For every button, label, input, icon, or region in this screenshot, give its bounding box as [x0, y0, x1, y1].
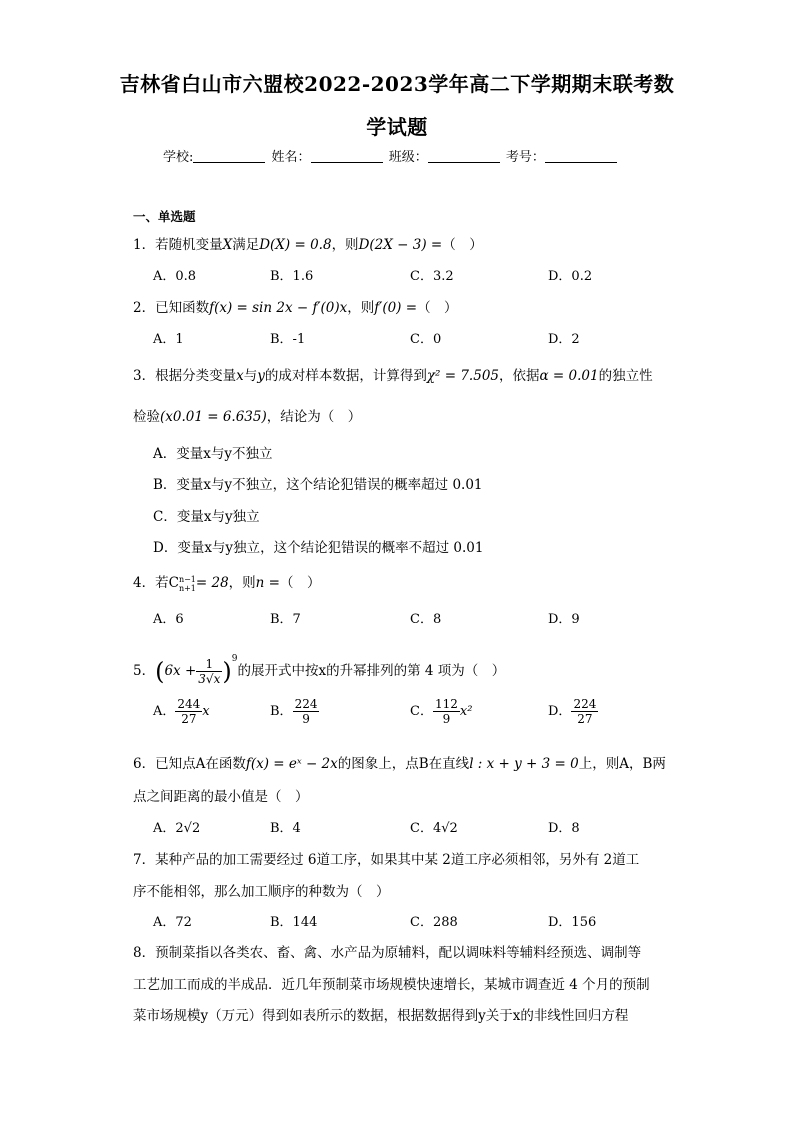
question-6-options [153, 817, 713, 837]
question-6-line-1 [133, 752, 666, 772]
question-1-options [153, 265, 713, 285]
math-expr: l : x + y + 3 = 0 [469, 756, 579, 772]
question-text: 的图象上，点B在直线 [337, 756, 470, 772]
question-text: 已知点A在函数 [155, 756, 246, 772]
option-b: B．7 [270, 612, 301, 627]
question-1 [133, 233, 483, 253]
option-b: B．144 [270, 915, 318, 930]
question-text: 与 [243, 368, 258, 384]
option-a: A．变量x与y不独立 [153, 446, 273, 462]
question-7-line-2: 序不能相邻，那么加工顺序的种数为（ ） [133, 884, 390, 900]
question-7-line-1 [133, 848, 639, 868]
math-expr: D(2X − 3) = [358, 237, 443, 253]
option-a: A．0.8 [153, 269, 197, 284]
option-c: C．288 [410, 915, 458, 930]
math-expr: α = 0.01 [539, 368, 599, 384]
math-expr: D(X) = 0.8 [259, 237, 332, 253]
question-text: 已知函数 [155, 300, 210, 316]
math-paren: ( [155, 657, 165, 686]
question-text: 的成对样本数据，计算得到 [264, 368, 427, 384]
math-expr: f(x) = eˣ − 2x [245, 756, 338, 772]
question-2 [133, 296, 458, 316]
math-sup: n−1 [178, 574, 196, 584]
option-d: D．0.2 [548, 269, 593, 284]
option-d: D．9 [548, 612, 580, 627]
question-number: 3． [133, 368, 156, 384]
class-blank [428, 150, 500, 163]
question-text: 若 [155, 575, 169, 591]
question-text: （ ） [442, 237, 483, 253]
question-text: 根据分类变量 [155, 368, 237, 384]
option-b: B．变量x与y不独立，这个结论犯错误的概率超过 0.01 [153, 477, 483, 493]
fraction-numerator: 1 [196, 657, 222, 672]
class-label: 班级： [388, 150, 428, 165]
question-text: ，则 [331, 237, 359, 253]
question-text: 某种产品的加工需要经过 6道工序，如果其中某 2道工序必须相邻，另外有 2道工 [155, 852, 640, 868]
school-label: 学校: [163, 150, 194, 165]
school-blank [193, 150, 265, 163]
option-c: C．0 [410, 332, 442, 347]
question-number: 6． [133, 756, 156, 772]
question-8-line-1 [133, 941, 641, 961]
option-b: B．4 [270, 821, 301, 836]
question-number: 1． [133, 237, 156, 253]
student-info-row [163, 146, 619, 165]
question-text: 若随机变量 [155, 237, 223, 253]
question-text: ，则 [347, 300, 375, 316]
question-8-line-3: 菜市场规模y（万元）得到如表所示的数据，根据数据得到y关于x的非线性回归方程 [133, 1008, 629, 1024]
math-var: y [257, 368, 265, 384]
option-c: C．4√2 [410, 821, 458, 836]
question-number: 4． [133, 575, 156, 591]
option-c: C．变量x与y独立 [153, 509, 260, 525]
option-a: A．2√2 [153, 821, 201, 836]
option-a: A．1 [153, 332, 184, 347]
question-8-line-2: 工艺加工而成的半成品．近几年预制菜市场规模快速增长，某城市调查近 4 个月的预制 [133, 977, 650, 993]
option-a: A． $\frac{244}{27}$ x [153, 697, 210, 726]
question-6-line-2: 点之间距离的最小值是（ ） [133, 789, 309, 805]
option-d: D．变量x与y独立，这个结论犯错误的概率不超过 0.01 [153, 540, 484, 556]
question-text: （ ） [417, 300, 458, 316]
question-5 [133, 645, 505, 686]
question-text: 预制菜指以各类农、畜、禽、水产品为原辅料，配以调味料等辅料经预选、调制等 [155, 945, 642, 961]
section-title: 一、单选题 [133, 209, 196, 224]
question-number: 2． [133, 300, 156, 316]
question-text: ，结论为（ ） [266, 409, 362, 425]
math-expr: f′(0) = [374, 300, 418, 316]
math-expr: n = [255, 575, 280, 591]
math-expr: C [168, 575, 179, 591]
question-text: 上，则A，B两 [578, 756, 666, 772]
question-text: 的展开式中按x的升幂排列的第 4 项为（ ） [237, 663, 506, 679]
option-b: B．-1 [270, 332, 306, 347]
question-number: 5． [133, 663, 156, 679]
question-text: 满足 [232, 237, 260, 253]
option-c: C．8 [410, 612, 442, 627]
option-b: B．1.6 [270, 269, 314, 284]
math-var: x [236, 368, 244, 384]
option-c: C． $\frac{112}{9}$ x² [410, 697, 473, 726]
math-sub: n+1 [178, 583, 196, 593]
option-d: D．8 [548, 821, 580, 836]
question-text: ，则 [228, 575, 256, 591]
question-text: 检验 [133, 409, 160, 425]
math-expr: = 28 [195, 575, 229, 591]
number-blank [545, 150, 617, 163]
question-3-line-1 [133, 364, 653, 384]
math-paren: ) [222, 657, 232, 686]
math-expr: f(x) = sin 2x − f′(0)x [209, 300, 348, 316]
question-text: ，依据 [499, 368, 540, 384]
number-label: 考号： [505, 150, 545, 165]
option-b: B． $\frac{224}{9}$ [270, 697, 318, 726]
page-title-line1: 吉林省白山市六盟校2022-2023学年高二下学期期末联考数 [119, 72, 675, 96]
question-number: 8． [133, 945, 156, 961]
question-7-options [153, 911, 713, 931]
fraction-denominator: 3√x [198, 672, 221, 686]
question-4-options [153, 608, 713, 628]
question-number: 7． [133, 852, 156, 868]
option-d: D． $\frac{224}{27}$ [548, 697, 597, 726]
question-3-line-2 [133, 405, 361, 425]
math-exponent: 9 [231, 654, 238, 664]
option-d: D．156 [548, 915, 597, 930]
question-text: （ ） [279, 575, 321, 591]
option-a: A．6 [153, 612, 184, 627]
option-a: A．72 [153, 915, 192, 930]
math-var: X [222, 237, 233, 253]
question-text: 的独立性 [598, 368, 653, 384]
question-2-options [153, 328, 713, 348]
question-4 [133, 571, 320, 593]
page-title-line2: 学试题 [366, 115, 428, 139]
name-label: 姓名： [271, 150, 311, 165]
option-d: D．2 [548, 332, 580, 347]
math-expr: 6x + [164, 663, 197, 679]
name-blank [311, 150, 383, 163]
math-expr: (x0.01 = 6.635) [160, 409, 267, 425]
option-c: C．3.2 [410, 269, 454, 284]
question-5-options [153, 697, 713, 737]
math-expr: χ² = 7.505 [426, 368, 499, 384]
